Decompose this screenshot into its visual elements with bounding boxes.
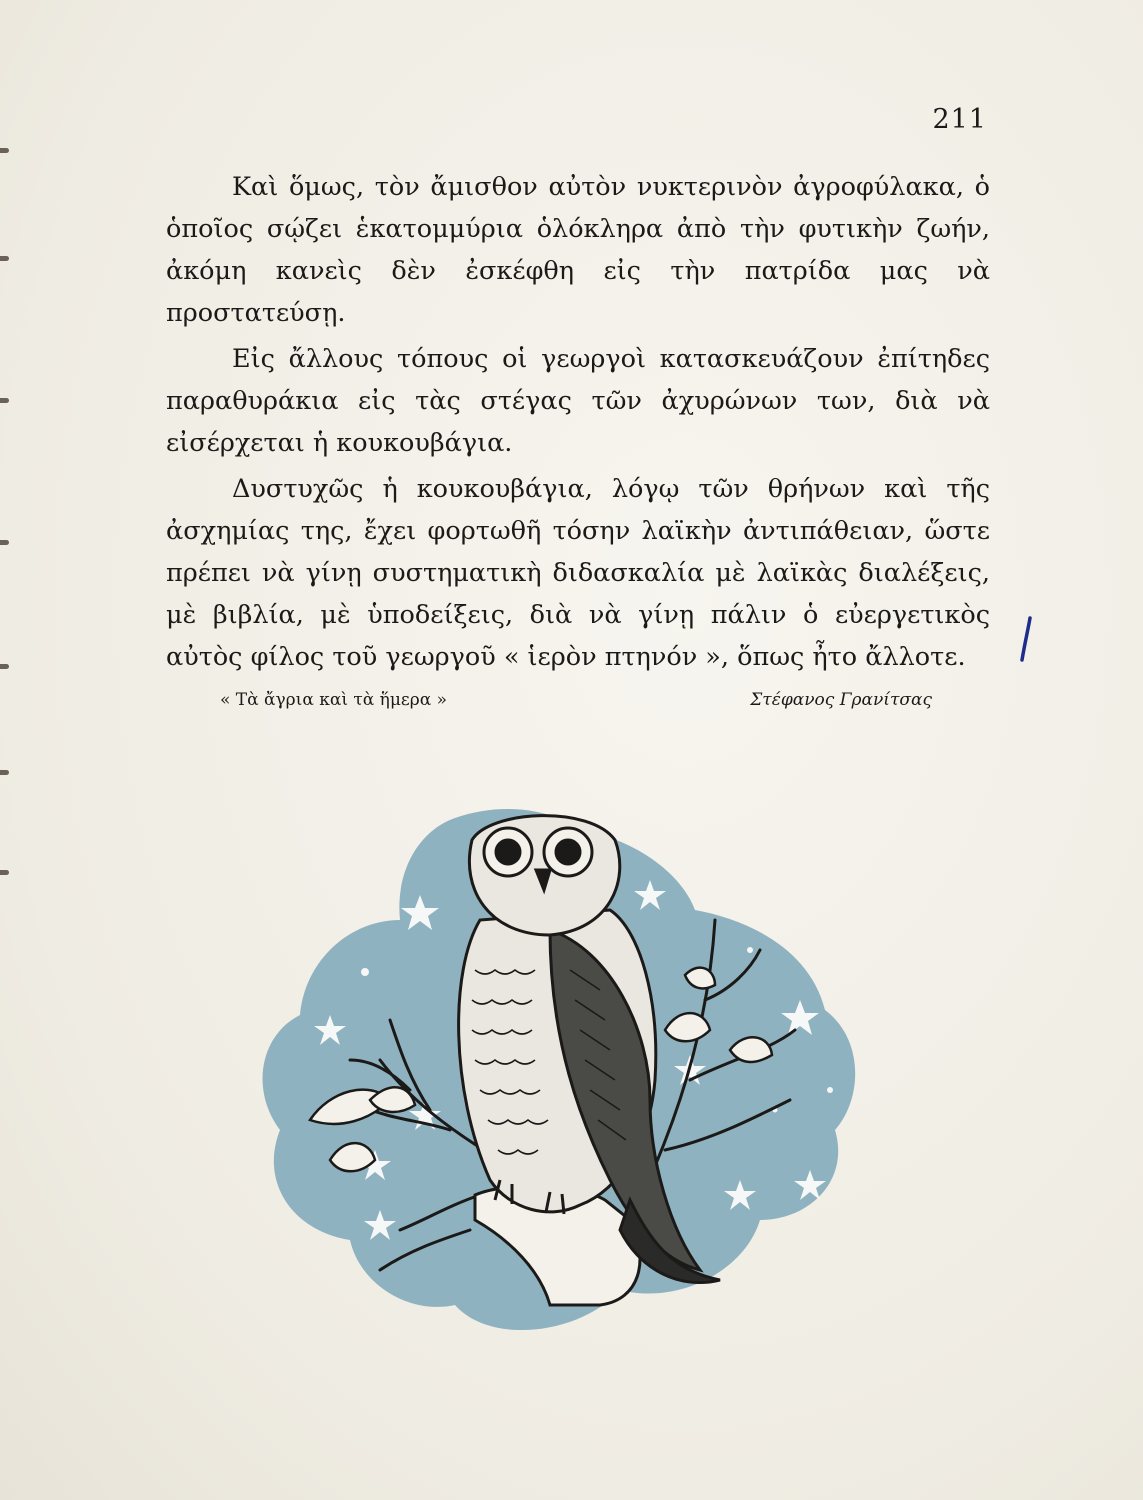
binding-hole (0, 770, 9, 775)
pen-mark (1016, 616, 1038, 662)
paragraph-3: Δυστυχῶς ἡ κουκουβάγια, λόγῳ τῶν θρήνων καὶ τῆς ἀσχημίας της, ἔχει φορτωθῆ τόσην λαϊκὴν ἀντιπάθειαν, ὥστε πρέπει νὰ γίνῃ συστηματικὴ διδασκαλία μὲ λαϊκὰς διαλέξεις, μὲ βιβλία, μὲ ὑποδείξεις, διὰ νὰ γίνῃ πάλιν ὁ εὐεργετικὸς αὐτὸς φίλος τοῦ γεωργοῦ « ἱερὸν πτηνόν », ὅπως ἦτο ἄλλοτε. (166, 474, 990, 672)
binding-hole (0, 540, 9, 545)
paragraph-1: Καὶ ὅμως, τὸν ἄμισθον αὐτὸν νυκτερινὸν ἀγροφύλακα, ὁ ὁποῖος σῴζει ἑκατομμύρια ὁλόκληρα ἀπὸ τὴν φυτικὴν ζωήν, ἀκόμη κανεὶς δὲν ἐσκέφθη εἰς τὴν πατρίδα μας νὰ προστατεύσῃ. (166, 172, 990, 328)
citation-author: Στέφανος Γρανίτσας (750, 690, 932, 710)
paragraph-2: Εἰς ἄλλους τόπους οἱ γεωργοὶ κατασκευάζουν ἐπίτηδες παραθυράκια εἰς τὰς στέγας τῶν ἀχυρώνων των, διὰ νὰ εἰσέρχεται ἡ κουκουβάγια. (166, 344, 990, 458)
binding-hole (0, 256, 9, 261)
citation (166, 690, 932, 710)
binding-hole (0, 664, 9, 669)
page-number: 211 (932, 104, 987, 135)
binding-hole (0, 148, 9, 153)
body-text (166, 166, 990, 682)
binding-hole (0, 398, 9, 403)
owl-right-eye (556, 840, 580, 864)
citation-source: « Τὰ ἄγρια καὶ τὰ ἥμερα » (220, 690, 447, 710)
binding-hole (0, 870, 9, 875)
owl-left-eye (496, 840, 520, 864)
owl-illustration (250, 800, 870, 1350)
